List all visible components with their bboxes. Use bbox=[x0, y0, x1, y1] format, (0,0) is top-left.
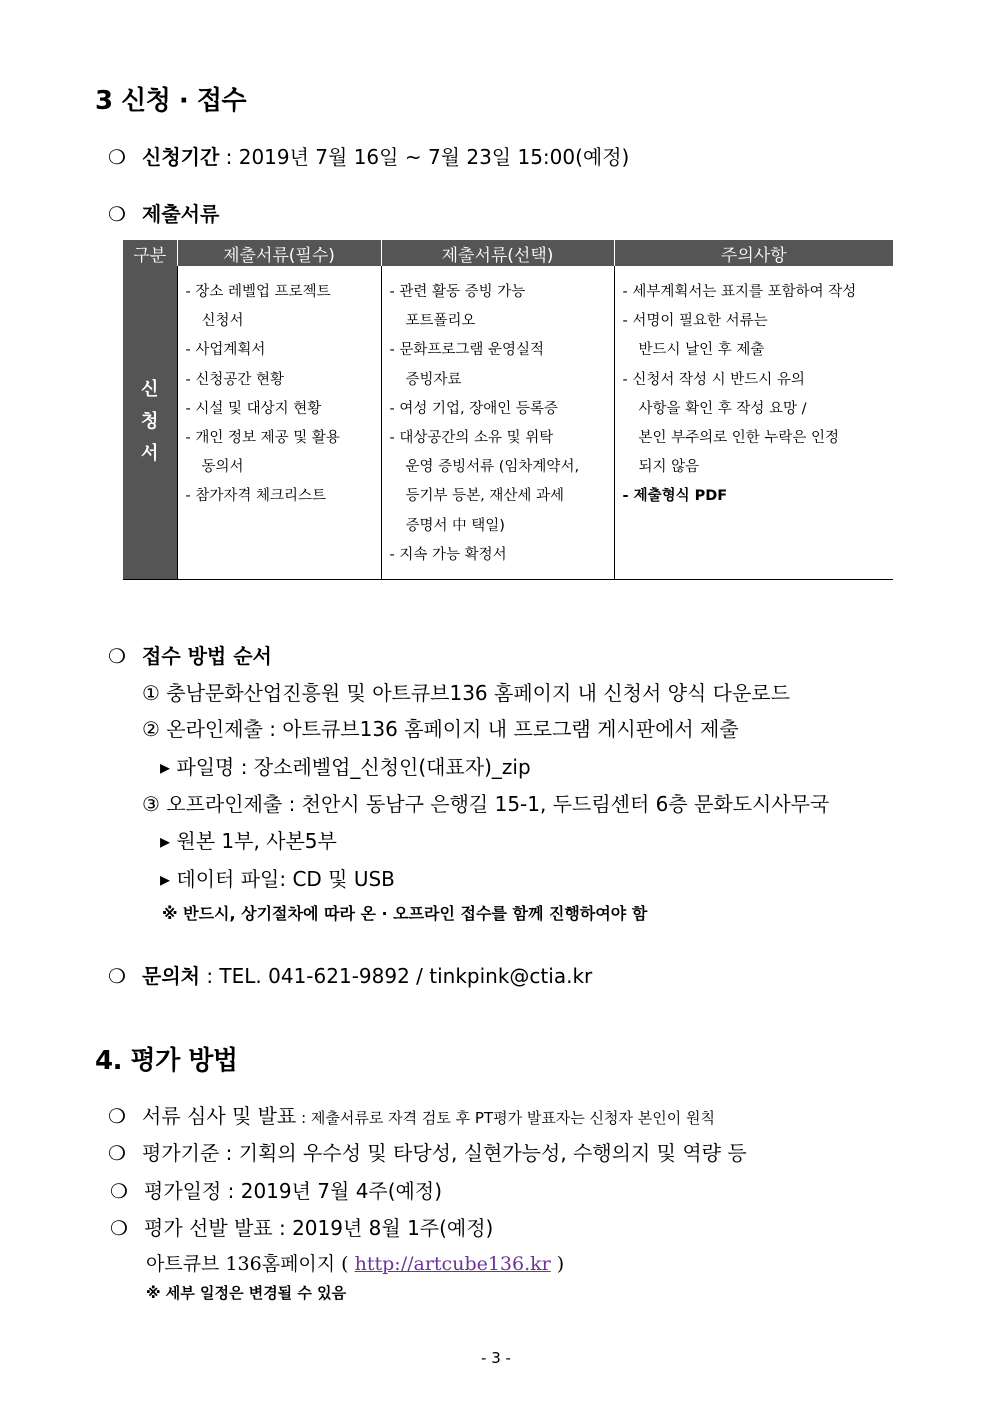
section3-title: 3 신청 · 접수 bbox=[95, 86, 247, 116]
documents-heading bbox=[108, 198, 219, 227]
period-value: : 2019년 7월 16일 ~ 7월 23일 15:00(예정) bbox=[219, 145, 630, 169]
list-item: - 참가자격 체크리스트 bbox=[185, 488, 327, 505]
review-item bbox=[108, 1100, 715, 1129]
header-category: 구분 bbox=[123, 240, 177, 266]
schedule-item bbox=[110, 1175, 442, 1204]
list-item: - 지속 가능 확정서 bbox=[389, 546, 507, 563]
circle-bullet-icon: ❍ bbox=[110, 1216, 128, 1240]
criteria-item bbox=[108, 1137, 747, 1166]
documents-table bbox=[123, 240, 893, 580]
list-item: 운영 증빙서류 (임차계약서, bbox=[405, 459, 580, 476]
list-item: - 시설 및 대상지 현황 bbox=[185, 400, 322, 417]
circle-bullet-icon: ❍ bbox=[108, 145, 126, 169]
header-notes: 주의사항 bbox=[614, 240, 893, 266]
step-1: ① 충남문화산업진흥원 및 아트큐브136 홈페이지 내 신청서 양식 다운로드 bbox=[142, 681, 790, 705]
criteria-text: 평가기준 : 기획의 우수성 및 타당성, 실현가능성, 수행의지 및 역량 등 bbox=[142, 1141, 747, 1165]
header-required: 제출서류(필수) bbox=[177, 240, 381, 266]
step-3: ③ 오프라인제출 : 천안시 동남구 은행길 15-1, 두드림센터 6층 문화도시사무국 bbox=[142, 792, 830, 816]
method-heading bbox=[108, 640, 272, 669]
table-header-row bbox=[123, 240, 893, 266]
list-item: - 신청서 작성 시 반드시 유의 bbox=[622, 371, 805, 388]
documents-label: 제출서류 bbox=[142, 202, 220, 226]
list-item: 반드시 날인 후 제출 bbox=[638, 342, 765, 359]
list-item: 증명서 中 택일) bbox=[405, 517, 505, 534]
homepage-suffix: ) bbox=[550, 1253, 565, 1275]
list-item: - 세부계획서는 표지를 포함하여 작성 bbox=[622, 284, 857, 300]
list-item: 증빙자료 bbox=[405, 371, 462, 388]
homepage-link[interactable]: http://artcube136.kr bbox=[354, 1253, 551, 1275]
list-item: - 대상공간의 소유 및 위탁 bbox=[389, 430, 554, 447]
homepage-prefix: 아트큐브 136홈페이지 ( bbox=[146, 1253, 355, 1275]
contact bbox=[108, 960, 592, 989]
list-item: - 제출형식 PDF bbox=[622, 488, 728, 505]
header-optional: 제출서류(선택) bbox=[381, 240, 614, 266]
circle-bullet-icon: ❍ bbox=[108, 202, 126, 226]
step-3-data-file: ▸ 데이터 파일: CD 및 USB bbox=[160, 867, 395, 891]
period-label: 신청기간 bbox=[142, 145, 220, 169]
table-row bbox=[123, 266, 893, 579]
list-item: 포트폴리오 bbox=[405, 313, 476, 330]
step-note: ※ 반드시, 상기절차에 따라 온 · 오프라인 접수를 함께 진행하여야 함 bbox=[162, 904, 648, 923]
step-2-filename: ▸ 파일명 : 장소레벨업_신청인(대표자)_zip bbox=[160, 755, 531, 779]
contact-value: : TEL. 041-621-9892 / tinkpink@ctia.kr bbox=[199, 964, 593, 988]
circle-bullet-icon: ❍ bbox=[108, 1141, 126, 1165]
schedule-text: 평가일정 : 2019년 7월 4주(예정) bbox=[144, 1179, 443, 1203]
list-item: - 문화프로그램 운영실적 bbox=[389, 342, 545, 359]
announce-text: 평가 선발 발표 : 2019년 8월 1주(예정) bbox=[144, 1216, 494, 1240]
required-docs-cell bbox=[177, 266, 381, 579]
review-value: : 제출서류로 자격 검토 후 PT평가 발표자는 신청자 본인이 원칙 bbox=[296, 1109, 716, 1127]
list-item: - 여성 기업, 장애인 등록증 bbox=[389, 400, 558, 417]
list-item: 사항을 확인 후 작성 요망 / bbox=[638, 400, 807, 417]
homepage-line bbox=[146, 1249, 564, 1276]
list-item: 등기부 등본, 재산세 과세 bbox=[405, 488, 565, 505]
application-period bbox=[108, 141, 629, 170]
list-item: 본인 부주의로 인한 누락은 인정 bbox=[638, 430, 840, 447]
list-item: - 관련 활동 증빙 가능 bbox=[389, 284, 526, 300]
announce-item bbox=[110, 1212, 493, 1241]
row-label: 신 청 서 bbox=[123, 266, 177, 579]
list-item: - 장소 레벨업 프로젝트 bbox=[185, 284, 331, 300]
notes-cell bbox=[614, 266, 893, 579]
list-item: 되지 않음 bbox=[638, 459, 700, 476]
contact-label: 문의처 bbox=[142, 964, 200, 988]
list-item: 신청서 bbox=[201, 313, 244, 330]
circle-bullet-icon: ❍ bbox=[108, 1104, 126, 1128]
list-item: - 사업계획서 bbox=[185, 342, 266, 359]
schedule-change-note: ※ 세부 일정은 변경될 수 있음 bbox=[146, 1284, 347, 1302]
list-item: 동의서 bbox=[201, 459, 244, 476]
circle-bullet-icon: ❍ bbox=[110, 1179, 128, 1203]
list-item: - 신청공간 현황 bbox=[185, 371, 284, 388]
step-3-copies: ▸ 원본 1부, 사본5부 bbox=[160, 829, 337, 853]
list-item: - 개인 정보 제공 및 활용 bbox=[185, 430, 340, 447]
circle-bullet-icon: ❍ bbox=[108, 964, 126, 988]
section4-title: 4. 평가 방법 bbox=[95, 1046, 238, 1076]
step-2: ② 온라인제출 : 아트큐브136 홈페이지 내 프로그램 게시판에서 제출 bbox=[142, 717, 739, 741]
optional-docs-cell bbox=[381, 266, 614, 579]
page-number: - 3 - bbox=[481, 1349, 511, 1367]
method-label: 접수 방법 순서 bbox=[142, 644, 272, 668]
list-item: - 서명이 필요한 서류는 bbox=[622, 313, 768, 330]
review-label: 서류 심사 및 발표 bbox=[142, 1104, 297, 1128]
circle-bullet-icon: ❍ bbox=[108, 644, 126, 668]
